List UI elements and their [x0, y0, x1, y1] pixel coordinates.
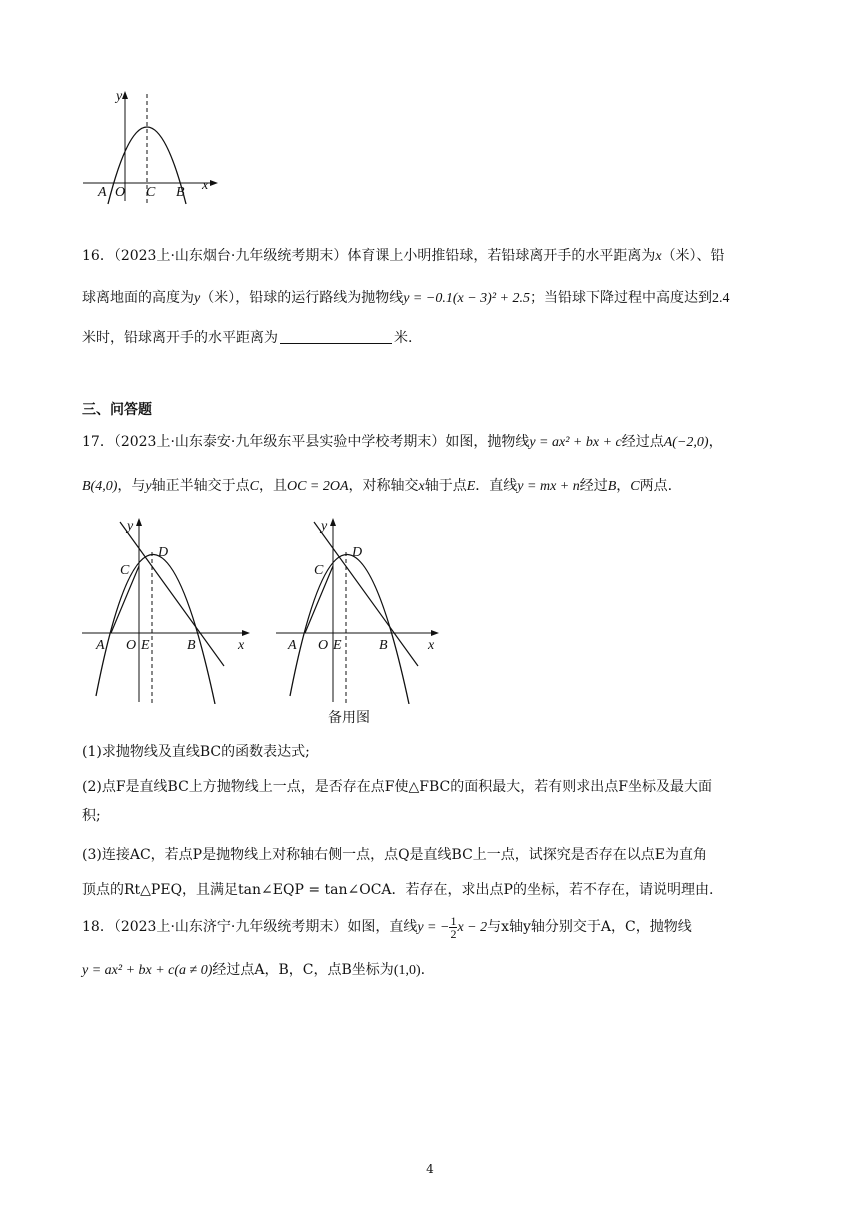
label-C: C: [314, 563, 324, 578]
q17-part-2-line-2: 积;: [82, 808, 101, 824]
fraction: $\frac{1}{2}$: [450, 913, 457, 941]
label-x: x: [428, 638, 435, 653]
q18-source: 18．（2023上·山东济宁·九年级统考期末）: [82, 919, 348, 935]
q16-line-3: 米时，铅球离开手的水平距离为 米.: [82, 330, 413, 346]
q17-part-2-line-1: (2)点F是直线BC上方抛物线上一点，是否存在点F使△FBC的面积最大，若有则求出点F坐标及最大面: [82, 779, 712, 795]
label-x: x: [238, 638, 245, 653]
label-B: B: [379, 638, 388, 653]
label-E: E: [333, 638, 342, 653]
label-E: E: [141, 638, 150, 653]
label-C: C: [120, 563, 130, 578]
label-B: B: [176, 185, 185, 200]
label-y: y: [116, 89, 123, 104]
label-B: B: [187, 638, 196, 653]
label-D: D: [158, 545, 169, 560]
q17-line-1: 17．（2023上·山东泰安·九年级东平县实验中学校考期末）如图，抛物线y = ax² + bx + c经过点A(−2,0)，: [82, 434, 723, 450]
label-O: O: [115, 185, 126, 200]
q17-part-3-line-1: (3)连接AC，若点P是抛物线上对称轴右侧一点，点Q是直线BC上一点，试探究是否存在以点E为直角: [82, 847, 708, 863]
q18-line-2: y = ax² + bx + c(a ≠ 0)经过点A，B，C，点B坐标为(1,0).: [82, 962, 426, 978]
section-title: 三、问答题: [82, 402, 152, 418]
q18-line-1: 18．（2023上·山东济宁·九年级统考期末）如图，直线y = − $\frac{1}{2}$ x − 2与x轴y轴分别交于A，C，抛物线: [82, 913, 692, 941]
q17-line-2: B(4,0)，与y轴正半轴交于点C，且OC = 2OA，对称轴交x轴于点E．直线y = mx + n经过B，C两点.: [82, 478, 673, 494]
q16-source: 16．（2023上·山东烟台·九年级统考期末）: [82, 248, 348, 264]
label-x: x: [202, 178, 209, 193]
label-A: A: [96, 638, 105, 653]
q17-part-1: (1)求抛物线及直线BC的函数表达式;: [82, 744, 310, 760]
figure-parabola-backup: [276, 514, 452, 704]
backup-figure-caption: 备用图: [328, 710, 370, 726]
label-O: O: [126, 638, 137, 653]
label-D: D: [352, 545, 363, 560]
q16-formula: y = −0.1(x − 3)² + 2.5: [403, 291, 530, 306]
figure-parabola-small: [78, 86, 228, 206]
label-C: C: [146, 185, 156, 200]
q17-source: 17．（2023上·山东泰安·九年级东平县实验中学校考期末）: [82, 434, 446, 450]
q16-line-1: 16．（2023上·山东烟台·九年级统考期末）体育课上小明推铅球，若铅球离开手的水平距离为x（米）、铅: [82, 248, 725, 264]
label-O: O: [318, 638, 329, 653]
page-number: 4: [426, 1162, 434, 1176]
q16-line-2: 球离地面的高度为y（米），铅球的运行路线为抛物线y = −0.1(x − 3)² + 2.5；当铅球下降过程中高度达到2.4: [82, 290, 730, 306]
answer-blank[interactable]: [280, 329, 392, 344]
label-y: y: [127, 519, 134, 534]
label-y: y: [321, 519, 328, 534]
q17-part-3-line-2: 顶点的Rt△PEQ，且满足tan∠EQP = tan∠OCA．若存在，求出点P的坐标，若不存在，请说明理由.: [82, 882, 714, 898]
label-A: A: [288, 638, 297, 653]
figure-parabola-main: [82, 514, 258, 704]
label-A: A: [98, 185, 107, 200]
